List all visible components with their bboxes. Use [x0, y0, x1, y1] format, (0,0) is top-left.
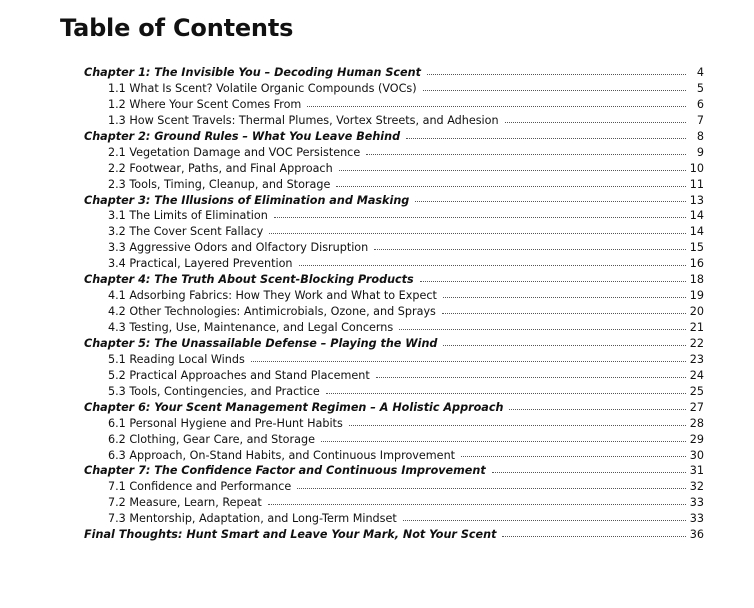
toc-chapter-entry[interactable] — [84, 336, 704, 352]
toc-entry-title: 2.1 Vegetation Damage and VOC Persistence — [108, 145, 361, 159]
dot-leader — [307, 106, 686, 107]
toc-entry-title: Chapter 5: The Unassailable Defense – Playing the Wind — [84, 336, 438, 350]
dot-leader — [339, 170, 686, 171]
toc-page-number: 14 — [689, 225, 704, 239]
toc-page-number: 14 — [689, 209, 704, 223]
toc-section-entry[interactable] — [84, 113, 704, 129]
toc-page-number: 33 — [689, 512, 704, 526]
toc-section-entry[interactable] — [84, 368, 704, 384]
toc-entry-title: 7.3 Mentorship, Adaptation, and Long-Term Mindset — [108, 512, 397, 526]
toc-section-entry[interactable] — [84, 432, 704, 448]
toc-page-number: 9 — [696, 145, 704, 159]
dot-leader — [268, 504, 686, 505]
toc-section-entry[interactable] — [84, 97, 704, 113]
toc-section-entry[interactable] — [84, 161, 704, 177]
toc-page-number: 13 — [689, 193, 704, 207]
dot-leader — [406, 138, 686, 139]
toc-section-entry[interactable] — [84, 240, 704, 256]
toc-page-number: 27 — [689, 400, 704, 414]
toc-section-entry[interactable] — [84, 416, 704, 432]
dot-leader — [274, 217, 686, 218]
toc-page-number: 16 — [689, 257, 704, 271]
toc-list — [84, 65, 704, 543]
toc-entry-title: 3.1 The Limits of Elimination — [108, 209, 268, 223]
dot-leader — [502, 536, 685, 537]
dot-leader — [366, 154, 686, 155]
toc-section-entry[interactable] — [84, 448, 704, 464]
toc-chapter-entry[interactable] — [84, 400, 704, 416]
toc-entry-title: 4.2 Other Technologies: Antimicrobials, Ozone, and Sprays — [108, 305, 436, 319]
toc-page-number: 7 — [696, 113, 704, 127]
toc-chapter-entry[interactable] — [84, 463, 704, 479]
toc-page-number: 23 — [689, 352, 704, 366]
toc-entry-title: Chapter 7: The Confidence Factor and Continuous Improvement — [84, 464, 486, 478]
toc-entry-title: 7.1 Confidence and Performance — [108, 480, 292, 494]
dot-leader — [492, 472, 686, 473]
toc-entry-title: Chapter 2: Ground Rules – What You Leave Behind — [84, 129, 401, 143]
toc-page-number: 30 — [689, 448, 704, 462]
toc-page-number: 32 — [689, 480, 704, 494]
toc-section-entry[interactable] — [84, 256, 704, 272]
dot-leader — [399, 329, 686, 330]
toc-page-number: 21 — [689, 321, 704, 334]
toc-entry-title: 7.2 Measure, Learn, Repeat — [108, 496, 262, 510]
toc-entry-title: Chapter 4: The Truth About Scent-Blocking Products — [84, 273, 414, 287]
toc-entry-title: 6.2 Clothing, Gear Care, and Storage — [108, 432, 315, 446]
dot-leader — [403, 520, 686, 521]
toc-page-number: 33 — [689, 496, 704, 510]
dot-leader — [297, 488, 685, 489]
toc-page-number: 24 — [689, 368, 704, 382]
toc-page-number: 18 — [689, 273, 704, 287]
toc-page-number: 15 — [689, 241, 704, 255]
toc-entry-title: Chapter 6: Your Scent Management Regimen – A Holistic Approach — [84, 400, 504, 414]
dot-leader — [326, 393, 686, 394]
toc-entry-title: Chapter 3: The Illusions of Elimination and Masking — [84, 193, 410, 207]
toc-page-number: 20 — [689, 305, 704, 319]
dot-leader — [461, 456, 686, 457]
dot-leader — [420, 281, 686, 282]
dot-leader — [269, 233, 685, 234]
toc-entry-title: 2.3 Tools, Timing, Cleanup, and Storage — [108, 177, 331, 191]
toc-page-number: 5 — [696, 81, 704, 95]
dot-leader — [336, 186, 685, 187]
toc-entry-title: 5.2 Practical Approaches and Stand Placement — [108, 368, 370, 382]
toc-entry-title: Final Thoughts: Hunt Smart and Leave Your Mark, Not Your Scent — [84, 528, 497, 542]
toc-entry-title: 5.1 Reading Local Winds — [108, 352, 245, 366]
dot-leader — [321, 441, 686, 442]
toc-entry-title: 6.1 Personal Hygiene and Pre-Hunt Habits — [108, 416, 343, 430]
toc-entry-title: 1.1 What Is Scent? Volatile Organic Compounds (VOCs) — [108, 81, 417, 95]
toc-page-number: 6 — [696, 97, 704, 111]
toc-chapter-entry[interactable] — [84, 272, 704, 288]
toc-section-entry[interactable] — [84, 495, 704, 511]
toc-page-number: 36 — [689, 528, 704, 542]
toc-entry-title: 3.3 Aggressive Odors and Olfactory Disruption — [108, 241, 369, 255]
toc-page-number: 29 — [689, 432, 704, 446]
toc-section-entry[interactable] — [84, 145, 704, 161]
dot-leader — [376, 377, 686, 378]
toc-entry-title: 1.2 Where Your Scent Comes From — [108, 97, 302, 111]
toc-section-entry[interactable] — [84, 288, 704, 304]
toc-page-number: 28 — [689, 416, 704, 430]
dot-leader — [505, 122, 686, 123]
toc-section-entry[interactable] — [84, 177, 704, 193]
toc-chapter-entry[interactable] — [84, 65, 704, 81]
toc-page-number: 19 — [689, 289, 704, 303]
toc-page-number: 10 — [689, 161, 704, 175]
toc-page-number: 11 — [689, 177, 704, 191]
toc-section-entry[interactable] — [84, 81, 704, 97]
toc-section-entry[interactable] — [84, 208, 704, 224]
dot-leader — [349, 425, 686, 426]
dot-leader — [443, 345, 685, 346]
dot-leader — [299, 265, 686, 266]
toc-chapter-entry[interactable] — [84, 193, 704, 209]
toc-chapter-entry[interactable] — [84, 527, 704, 543]
toc-section-entry[interactable] — [84, 384, 704, 400]
dot-leader — [509, 409, 685, 410]
dot-leader — [374, 249, 686, 250]
toc-entry-title: 3.4 Practical, Layered Prevention — [108, 257, 293, 271]
toc-page-number: 4 — [696, 66, 704, 79]
dot-leader — [251, 361, 686, 362]
toc-chapter-entry[interactable] — [84, 129, 704, 145]
toc-section-entry[interactable] — [84, 479, 704, 495]
toc-entry-title: Chapter 1: The Invisible You – Decoding Human Scent — [84, 66, 421, 79]
dot-leader — [427, 74, 686, 75]
dot-leader — [442, 313, 686, 314]
toc-entry-title: 2.2 Footwear, Paths, and Final Approach — [108, 161, 333, 175]
toc-page-number: 22 — [689, 336, 704, 350]
toc-section-entry[interactable] — [84, 224, 704, 240]
toc-page-number: 25 — [689, 384, 704, 398]
toc-entry-title: 4.1 Adsorbing Fabrics: How They Work and What to Expect — [108, 289, 437, 303]
page-title: Table of Contents — [60, 14, 294, 42]
toc-page-number: 8 — [696, 129, 704, 143]
toc-page-number: 31 — [689, 464, 704, 478]
toc-entry-title: 5.3 Tools, Contingencies, and Practice — [108, 384, 320, 398]
toc-section-entry[interactable] — [84, 352, 704, 368]
toc-entry-title: 1.3 How Scent Travels: Thermal Plumes, Vortex Streets, and Adhesion — [108, 113, 499, 127]
dot-leader — [415, 201, 685, 202]
toc-section-entry[interactable] — [84, 304, 704, 320]
toc-section-entry[interactable] — [84, 511, 704, 527]
toc-entry-title: 4.3 Testing, Use, Maintenance, and Legal Concerns — [108, 321, 394, 334]
toc-entry-title: 3.2 The Cover Scent Fallacy — [108, 225, 264, 239]
dot-leader — [423, 90, 686, 91]
toc-entry-title: 6.3 Approach, On-Stand Habits, and Continuous Improvement — [108, 448, 456, 462]
dot-leader — [443, 297, 686, 298]
toc-section-entry[interactable] — [84, 320, 704, 336]
